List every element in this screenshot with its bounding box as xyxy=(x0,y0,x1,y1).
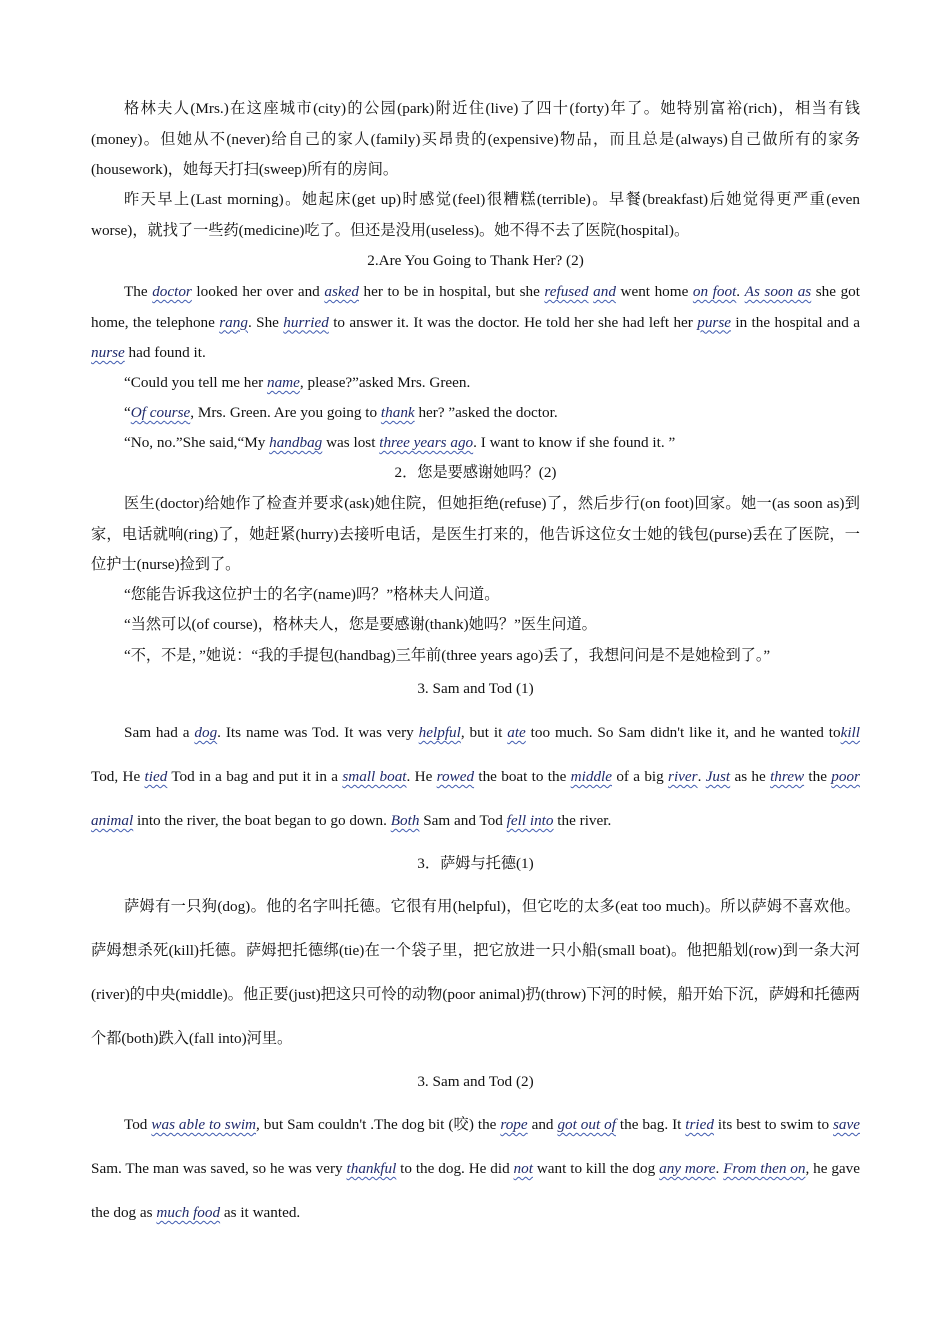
keyword: purse xyxy=(697,313,731,331)
text: she got home, the telephone xyxy=(91,283,860,331)
keyword: Both xyxy=(390,812,420,829)
keyword: From then on xyxy=(723,1160,806,1177)
text: to answer it. It was the doctor. He told her she had left her xyxy=(328,313,698,331)
story2-cn-title: 2．您是要感谢她吗？(2) xyxy=(394,464,557,481)
text: too much. So Sam didn't like it, and he wanted to xyxy=(525,724,841,741)
story3a-title: 3. Sam and Tod (1) xyxy=(417,680,534,697)
keyword: tried xyxy=(685,1116,714,1133)
keyword: thank xyxy=(380,404,415,421)
keyword: Just xyxy=(705,768,731,785)
keyword: on foot xyxy=(692,283,737,300)
keyword: not xyxy=(513,1160,533,1177)
text: went home xyxy=(615,283,693,300)
text: “ xyxy=(124,404,131,421)
text: of a big xyxy=(612,768,669,785)
keyword: tied xyxy=(144,768,168,785)
keyword: name xyxy=(266,374,300,391)
keyword: refused xyxy=(544,283,589,300)
story3a-cn-paragraph-1: 萨姆有一只狗(dog)。他的名字叫托德。它很有用(helpful)，但它吃的太多(eat too much)。所以萨姆不喜欢他。萨姆想杀死(kill)托德。萨姆把托德绑(tie)在一个袋子里，把它放进一只小船(small boat)。他把船划(row)到一条大河(river)的中央(middle)。他正要(just)把这只可怜的动物(poor animal)扔(throw)下河的时候，船开始下沉，萨姆和托德两个都(both)跌入(fall into)河里。 xyxy=(91,898,860,1047)
text: , he gave the dog as xyxy=(91,1160,860,1221)
story3a-cn-title: 3．萨姆与托德(1) xyxy=(417,855,534,872)
keyword: helpful xyxy=(418,724,461,741)
text: as he xyxy=(730,768,771,785)
story2-cn-paragraph-4: “不，不是，”她说：“我的手提包(handbag)三年前(three years ago)丢了，我想问问是不是她检到了。” xyxy=(124,647,771,664)
story3b-title: 3. Sam and Tod (2) xyxy=(417,1073,534,1090)
text: . xyxy=(736,283,745,300)
keyword: rowed xyxy=(436,768,475,785)
story1-cn-paragraph-2: 昨天早上(Last morning)。她起床(get up)时感觉(feel)很糟糕(terrible)。早餐(breakfast)后她觉得更严重(even worse)，就找了一些药(medicine)吃了。但还是没用(useless)。她不得不去了医院(hospital)。 xyxy=(91,191,860,239)
text: had found it. xyxy=(124,344,206,361)
keyword: middle xyxy=(570,768,613,785)
story2-paragraph-1 xyxy=(91,277,860,369)
story3a-paragraph-1 xyxy=(91,711,860,843)
text: The xyxy=(124,283,153,300)
keyword: got out of xyxy=(557,1116,616,1133)
story2-cn-paragraph-2: “您能告诉我这位护士的名字(name)吗？”格林夫人问道。 xyxy=(124,586,500,603)
keyword: was able to swim xyxy=(151,1116,257,1133)
text: the river. xyxy=(553,812,612,829)
keyword: small boat xyxy=(342,768,407,785)
text: its best to swim to xyxy=(713,1116,833,1133)
text: the boat to the xyxy=(474,768,571,785)
story2-paragraph-4 xyxy=(91,428,860,459)
text: . Its name was Tod. It was very xyxy=(217,724,419,741)
text: want to kill the dog xyxy=(532,1160,660,1177)
text: “Could you tell me her xyxy=(124,374,267,391)
text: looked her over and xyxy=(191,283,325,300)
keyword: rope xyxy=(500,1116,528,1133)
text: the xyxy=(804,768,832,785)
text: . xyxy=(715,1160,724,1177)
text: Sam had a xyxy=(124,724,195,741)
keyword: Of course xyxy=(130,404,191,421)
keyword: ate xyxy=(507,724,526,741)
text: Tod xyxy=(124,1116,152,1133)
text: . xyxy=(697,768,706,785)
keyword: and xyxy=(593,283,616,300)
keyword: any more xyxy=(659,1160,716,1177)
text: to the dog. He did xyxy=(396,1160,514,1177)
story2-paragraph-2 xyxy=(91,368,860,399)
text: and xyxy=(527,1116,558,1133)
keyword: three years ago xyxy=(379,434,474,451)
story1-cn-paragraph-1: 格林夫人(Mrs.)在这座城市(city)的公园(park)附近住(live)了四十(forty)年了。她特别富裕(rich)，相当有钱(money)。但她从不(never)给自己的家人(family)买昂贵的(expensive)物品，而且总是(always)自己做所有的家务(housework)，她每天打扫(sweep)所有的房间。 xyxy=(91,100,860,178)
text: , please?”asked Mrs. Green. xyxy=(299,374,471,391)
text: the bag. It xyxy=(615,1116,686,1133)
keyword: rang xyxy=(219,313,248,331)
story2-title: 2.Are You Going to Thank Her? (2) xyxy=(367,252,584,269)
keyword: handbag xyxy=(269,434,323,451)
text: Sam. The man was saved, so he was very xyxy=(91,1160,347,1177)
keyword: poor animal xyxy=(91,768,860,829)
keyword: much food xyxy=(156,1204,221,1221)
keyword: doctor xyxy=(152,283,192,300)
text: . He xyxy=(406,768,437,785)
story3b-paragraph-1 xyxy=(91,1103,860,1235)
keyword: asked xyxy=(324,283,359,300)
keyword: river xyxy=(668,768,698,785)
text: “No, no.”She said,“My xyxy=(124,434,270,451)
text: Tod, He xyxy=(91,768,145,785)
keyword: As soon as xyxy=(744,283,812,300)
text: her to be in hospital, but she xyxy=(358,283,545,300)
story2-paragraph-3 xyxy=(91,398,860,429)
keyword: hurried xyxy=(283,313,329,331)
keyword: dog xyxy=(194,724,218,741)
text: into the river, the boat began to go down. xyxy=(133,812,391,829)
text: , but Sam couldn't .The dog bit (咬) the xyxy=(256,1116,501,1133)
text: . She xyxy=(247,313,284,331)
keyword: thankful xyxy=(346,1160,397,1177)
text: , Mrs. Green. Are you going to xyxy=(190,404,381,421)
keyword: threw xyxy=(770,768,805,785)
keyword: kill xyxy=(840,724,860,741)
text: her? ”asked the doctor. xyxy=(414,404,558,421)
story2-cn-paragraph-1: 医生(doctor)给她作了检查并要求(ask)她住院，但她拒绝(refuse)了，然后步行(on foot)回家。她一(as soon as)到家，电话就响(ring)了，她赶紧(hurry)去接听电话，是医生打来的，他告诉这位女士她的钱包(purse)丢在了医院，一位护士(nurse)捡到了。 xyxy=(91,495,860,573)
text: as it wanted. xyxy=(220,1204,301,1221)
text: . I want to know if she found it. ” xyxy=(473,434,676,451)
keyword: save xyxy=(833,1116,860,1133)
text: , but it xyxy=(460,724,508,741)
text: Tod in a bag and put it in a xyxy=(167,768,343,785)
text: Sam and Tod xyxy=(419,812,507,829)
text: in the hospital and a xyxy=(730,313,860,331)
text: was lost xyxy=(322,434,380,451)
keyword: fell into xyxy=(506,812,554,829)
story2-cn-paragraph-3: “当然可以(of course)，格林夫人，您是要感谢(thank)她吗？”医生问道。 xyxy=(124,616,597,633)
keyword: nurse xyxy=(91,344,125,361)
